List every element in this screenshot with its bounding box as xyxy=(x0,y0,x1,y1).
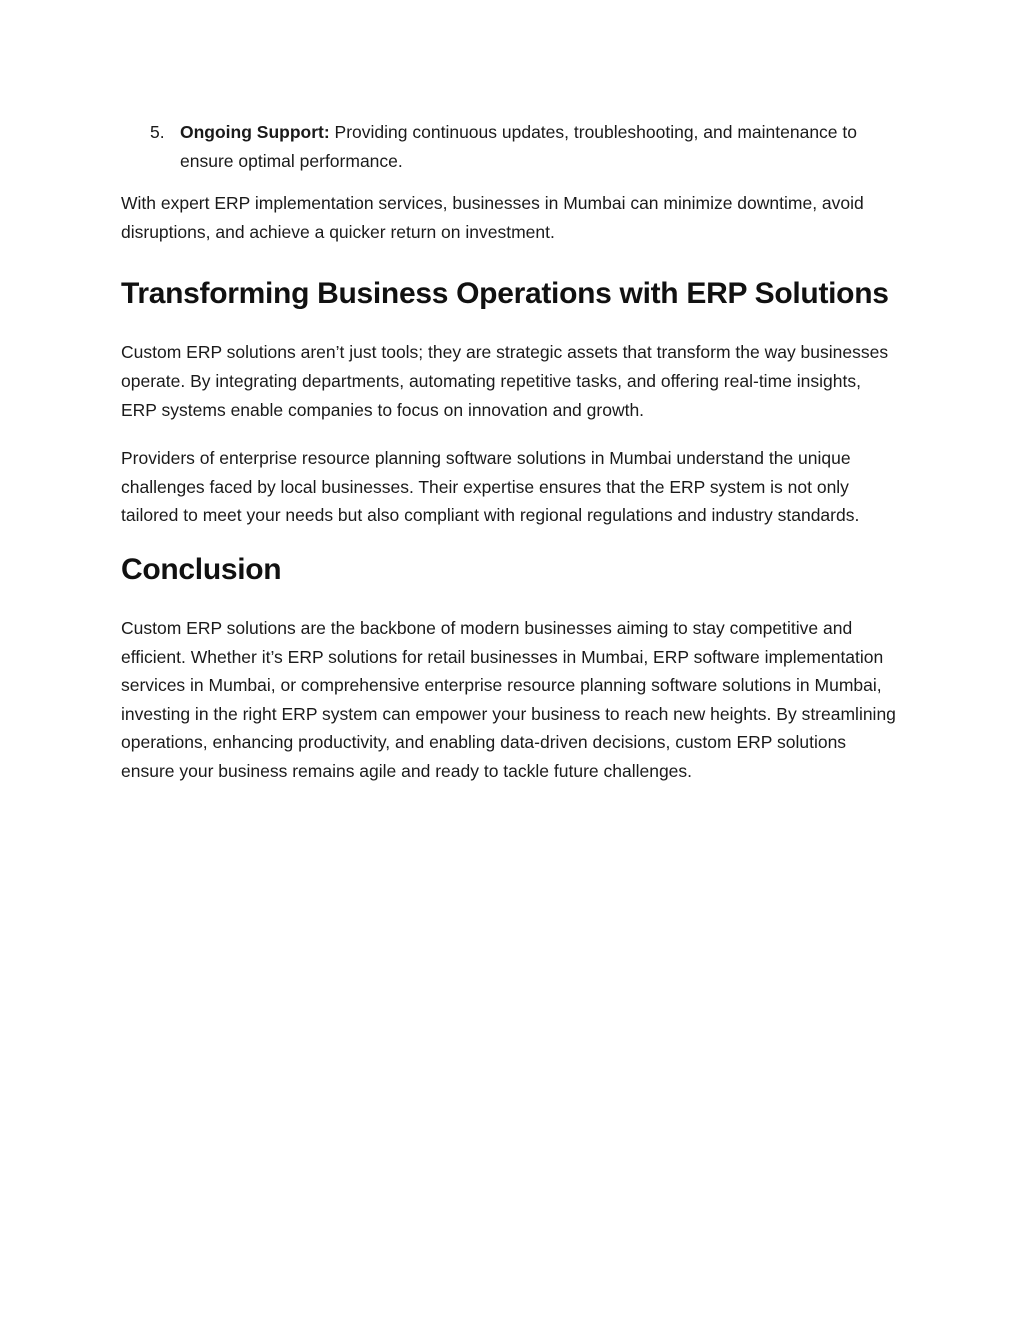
list-item-body xyxy=(180,118,901,175)
intro-paragraph: With expert ERP implementation services, businesses in Mumbai can minimize downtime, avoid disruptions, and achieve a quicker return on investment. xyxy=(121,193,864,242)
list-item-text: Providing continuous updates, troubleshooting, and maintenance to ensure optimal performance. xyxy=(180,122,857,171)
conclusion-paragraph: Custom ERP solutions are the backbone of modern businesses aiming to stay competitive and efficient. Whether it’s ERP solutions for retail businesses in Mumbai, ERP software implementation services in Mumbai, or comprehensive enterprise resource planning software solutions in Mumbai, investing in the right ERP system can empower your business to reach new heights. By streamlining operations, enhancing productivity, and enabling data-driven decisions, custom ERP solutions ensure your business remains agile and ready to tackle future challenges. xyxy=(121,617,896,781)
transform-paragraph-2: Providers of enterprise resource planning software solutions in Mumbai understand the unique challenges faced by local businesses. Their expertise ensures that the ERP system is not only tailored to meet your needs but also compliant with regional regulations and industry standards. xyxy=(121,448,860,526)
list-item-ongoing-support xyxy=(150,118,901,175)
transform-paragraph-1: Custom ERP solutions aren’t just tools; they are strategic assets that transform the way businesses operate. By integrating departments, automating repetitive tasks, and offering real-time insights, ERP systems enable companies to focus on innovation and growth. xyxy=(121,342,889,420)
list-number: 5. xyxy=(150,122,165,142)
list-item-label: Ongoing Support: xyxy=(180,122,330,142)
document-page xyxy=(121,118,901,806)
section-heading-conclusion: Conclusion xyxy=(121,552,282,586)
section-heading-transforming: Transforming Business Operations with ERP Solutions xyxy=(121,277,889,311)
